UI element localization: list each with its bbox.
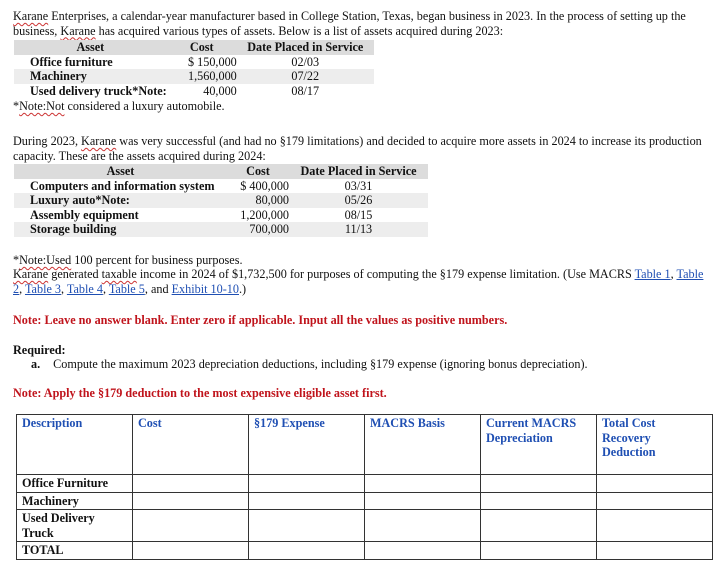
growth-paragraph: During 2023, Karane was very successful (and had no §179 limitations) and decided to acquire more assets in 2024 to increase its production capacity. These are the assets acquired during 2024: <box>13 134 702 163</box>
table-row: Luxury auto*Note: 80,000 05/26 <box>14 193 428 208</box>
header-current-macrs-depreciation: Current MACRS Depreciation <box>481 415 597 475</box>
header-cost: Cost <box>133 415 249 475</box>
input-macrs-basis[interactable] <box>365 510 481 542</box>
input-macrs-basis[interactable] <box>365 492 481 510</box>
input-cost[interactable] <box>133 475 249 493</box>
header-total-cost-recovery: Total Cost Recovery Deduction <box>597 415 713 475</box>
input-cost[interactable] <box>133 492 249 510</box>
input-179-expense[interactable] <box>249 542 365 560</box>
input-total-recovery[interactable] <box>597 475 713 493</box>
input-current-macrs[interactable] <box>481 510 597 542</box>
company-name: Karane <box>81 134 117 148</box>
table-row: Used delivery truck*Note: 40,000 08/17 <box>30 83 320 98</box>
link-table-4[interactable]: Table 4 <box>66 281 103 296</box>
answer-header-row <box>17 415 713 475</box>
answer-row-office-furniture: Office Furniture <box>17 475 713 493</box>
answer-table <box>16 414 713 560</box>
input-179-expense[interactable] <box>249 510 365 542</box>
input-current-macrs[interactable] <box>481 542 597 560</box>
input-total-recovery[interactable] <box>597 510 713 542</box>
input-179-expense[interactable] <box>249 475 365 493</box>
link-table-1[interactable]: Table 1 <box>634 267 671 281</box>
intro-paragraph: Karane Enterprises, a calendar-year manufacturer based in College Station, Texas, began business in 2023. In the process of setting up the business, Karane has acquired various types of assets. Below is a list of assets acquired during 2023: <box>13 9 686 38</box>
note-leave-no-blank: Note: Leave no answer blank. Enter zero if applicable. Input all the values as positive numbers. <box>13 313 508 327</box>
header-macrs-basis: MACRS Basis <box>365 415 481 475</box>
col-asset: Asset <box>14 40 167 55</box>
note-not-luxury: *Note:Not considered a luxury automobile. <box>13 99 225 113</box>
input-cost[interactable] <box>133 510 249 542</box>
input-macrs-basis[interactable] <box>365 542 481 560</box>
answer-row-total: TOTAL <box>17 542 713 560</box>
header-description: Description <box>17 415 133 475</box>
header-179-expense: §179 Expense <box>249 415 365 475</box>
input-cost[interactable] <box>133 542 249 560</box>
table-row: Office furniture $ 150,000 02/03 <box>30 54 320 69</box>
col-cost: Cost <box>167 40 237 55</box>
link-table-3[interactable]: Table 3 <box>24 281 62 296</box>
company-name: Karane <box>13 267 49 281</box>
note-apply-179: Note: Apply the §179 deduction to the most expensive eligible asset first. <box>13 386 387 400</box>
col-asset: Asset <box>14 164 227 179</box>
answer-row-used-delivery-truck: Used Delivery Truck <box>17 510 713 542</box>
table-row: Computers and information system $ 400,000 03/31 <box>30 178 373 193</box>
link-exhibit-10-10[interactable]: Exhibit 10-10 <box>171 281 239 296</box>
note-business-use: *Note:Used 100 percent for business purposes. <box>13 253 243 267</box>
input-179-expense[interactable] <box>249 492 365 510</box>
assets-2024-table <box>14 164 428 237</box>
link-table-2[interactable]: Table 2 <box>13 267 704 296</box>
table-row: Storage building 700,000 11/13 <box>14 222 428 237</box>
input-total-recovery[interactable] <box>597 492 713 510</box>
col-cost: Cost <box>227 164 289 179</box>
link-table-5[interactable]: Table 5 <box>108 281 145 296</box>
company-name: Karane <box>13 9 49 23</box>
input-total-recovery[interactable] <box>597 542 713 560</box>
table-row: Machinery 1,560,000 07/22 <box>14 69 374 84</box>
required-label: Required: <box>13 343 66 357</box>
taxable-income-paragraph: Karane generated taxable income in 2024 of $1,732,500 for purposes of computing the §179 expense limitation. (Use MACRS Table 1, Table 2, Table 3, Table 4, Table 5, and Exhibit 10-10.) <box>13 267 704 296</box>
assets-2023-table <box>14 40 374 98</box>
input-current-macrs[interactable] <box>481 492 597 510</box>
required-item-a: a. Compute the maximum 2023 depreciation deductions, including §179 expense (ignoring bonus depreciation). <box>31 357 588 371</box>
company-name: Karane <box>60 23 96 38</box>
table-row: Assembly equipment 1,200,000 08/15 <box>30 207 373 222</box>
col-date: Date Placed in Service <box>237 40 374 55</box>
col-date: Date Placed in Service <box>289 164 428 179</box>
input-current-macrs[interactable] <box>481 475 597 493</box>
answer-row-machinery: Machinery <box>17 492 713 510</box>
input-macrs-basis[interactable] <box>365 475 481 493</box>
